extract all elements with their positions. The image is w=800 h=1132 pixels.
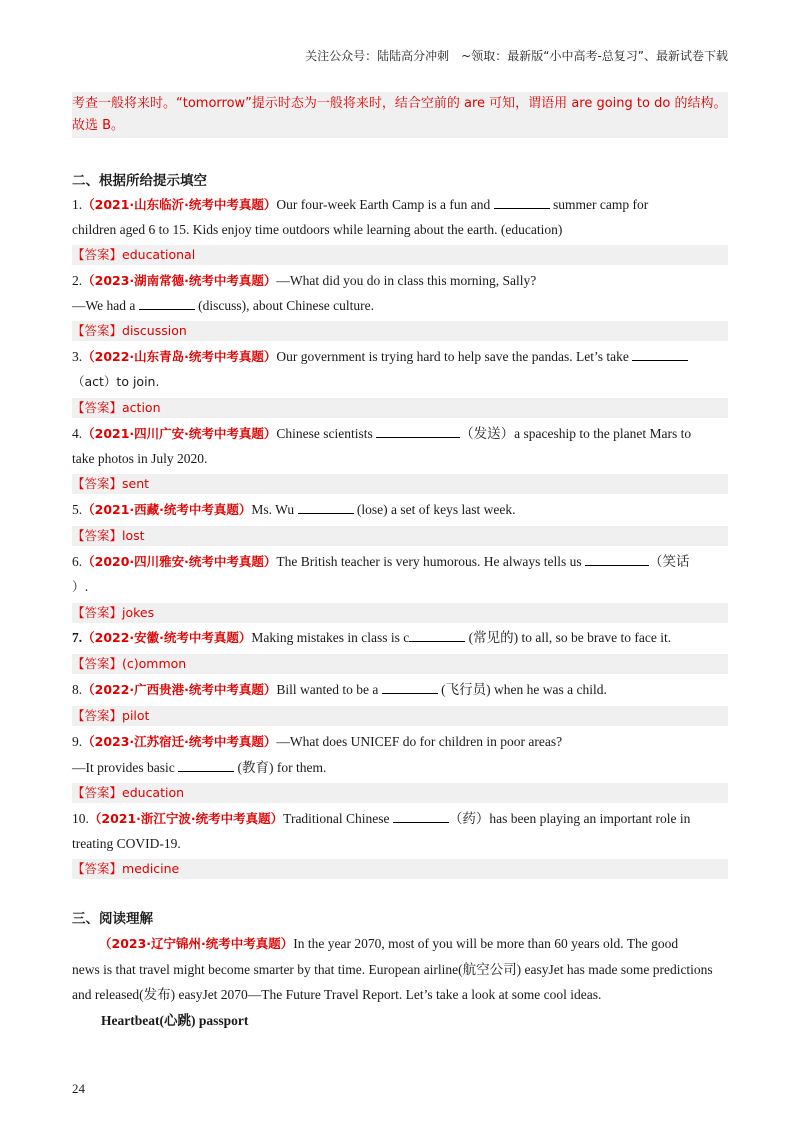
question-10-line-2: treating COVID-19. <box>72 836 181 851</box>
question-5: 5.（2021·西藏·统考中考真题）Ms. Wu (lose) a set of keys last week. <box>72 502 516 517</box>
question-8: 8.（2022·广西贵港·统考中考真题）Bill wanted to be a (飞行员) when he was a child. <box>72 682 607 697</box>
question-1-line-2: children aged 6 to 15. Kids enjoy time outdoors while learning about the earth. (education) <box>72 222 563 237</box>
question-2: 2.（2023·湖南常德·统考中考真题）—What did you do in class this morning, Sally? <box>72 273 537 288</box>
answer-3: 【答案】action <box>72 398 728 418</box>
question-7: 7.（2022·安徽·统考中考真题）Making mistakes in class is c (常见的) to all, so be brave to face it. <box>72 630 672 645</box>
answer-blank <box>376 425 460 438</box>
answer-1: 【答案】educational <box>72 245 728 265</box>
question-2-line-2: —We had a (discuss), about Chinese culture. <box>72 298 374 313</box>
reading-subheading: Heartbeat(心跳) passport <box>101 1013 249 1028</box>
answer-10: 【答案】medicine <box>72 859 728 879</box>
answer-6: 【答案】jokes <box>72 603 728 623</box>
answer-blank <box>409 629 465 642</box>
section-title-reading: 三、阅读理解 <box>72 911 153 927</box>
answer-blank <box>585 553 649 566</box>
answer-blank <box>178 759 234 772</box>
question-3: 3.（2022·山东青岛·统考中考真题）Our government is trying hard to help save the pandas. Let’s take <box>72 347 728 367</box>
page-header: 关注公众号：陆陆高分冲刺 ~领取：最新版“小中高考-总复习”、最新试卷下载 <box>305 49 728 63</box>
reading-paragraph-line-2: news is that travel might become smarter by that time. European airline(航空公司) easyJet has made some predictions <box>72 962 713 977</box>
question-source: （2021·四川广安·统考中考真题） <box>82 426 277 441</box>
answer-blank <box>632 348 688 361</box>
question-10: 10.（2021·浙江宁波·统考中考真题）Traditional Chinese （药）has been playing an important role in <box>72 811 691 826</box>
question-6-line-2: ）. <box>72 579 89 594</box>
question-4: 4.（2021·四川广安·统考中考真题）Chinese scientists （发送）a spaceship to the planet Mars to <box>72 426 692 441</box>
question-source: （2023·湖南常德·统考中考真题） <box>82 273 277 288</box>
answer-blank <box>298 501 354 514</box>
answer-2: 【答案】discussion <box>72 321 728 341</box>
question-source: （2020·四川雅安·统考中考真题） <box>82 554 277 569</box>
answer-blank <box>494 196 550 209</box>
question-4-line-2: take photos in July 2020. <box>72 451 208 466</box>
answer-blank <box>393 810 449 823</box>
question-9-line-2: —It provides basic (教育) for them. <box>72 760 327 775</box>
section-title-fill-blanks: 二、根据所给提示填空 <box>72 173 207 189</box>
answer-blank <box>382 681 438 694</box>
question-source: （2023·江苏宿迁·统考中考真题） <box>82 734 277 749</box>
question-source: （2021·山东临沂·统考中考真题） <box>82 197 277 212</box>
explanation-line-1: 考查一般将来时。“tomorrow”提示时态为一般将来时，结合空前的 are 可知，谓语用 are going to do 的结构。 <box>72 96 727 111</box>
answer-blank <box>139 297 195 310</box>
question-3-line-2: （act）to join. <box>72 374 160 389</box>
question-6: 6.（2020·四川雅安·统考中考真题）The British teacher is very humorous. He always tells us （笑话 <box>72 554 690 569</box>
question-source: （2021·西藏·统考中考真题） <box>82 502 252 517</box>
question-source: （2022·广西贵港·统考中考真题） <box>82 682 277 697</box>
question-source: （2022·山东青岛·统考中考真题） <box>82 349 277 364</box>
passage-source: （2023·辽宁锦州·统考中考真题） <box>99 936 294 951</box>
question-source: （2021·浙江宁波·统考中考真题） <box>88 811 284 826</box>
reading-paragraph-line-3: and released(发布) easyJet 2070—The Future Travel Report. Let’s take a look at some cool ideas. <box>72 987 602 1002</box>
reading-paragraph-line-1: （2023·辽宁锦州·统考中考真题）In the year 2070, most of you will be more than 60 years old. The good <box>99 936 679 951</box>
answer-7: 【答案】(c)ommon <box>72 654 728 674</box>
answer-4: 【答案】sent <box>72 474 728 494</box>
question-source: （2022·安徽·统考中考真题） <box>82 630 252 645</box>
page-number: 24 <box>72 1081 85 1096</box>
answer-8: 【答案】pilot <box>72 706 728 726</box>
question-1: 1.（2021·山东临沂·统考中考真题）Our four-week Earth Camp is a fun and summer camp for <box>72 197 649 212</box>
document-page <box>72 0 728 1132</box>
answer-9: 【答案】education <box>72 783 728 803</box>
question-9: 9.（2023·江苏宿迁·统考中考真题）—What does UNICEF do for children in poor areas? <box>72 734 563 749</box>
answer-5: 【答案】lost <box>72 526 728 546</box>
explanation-line-2: 故选 B。 <box>72 118 125 133</box>
